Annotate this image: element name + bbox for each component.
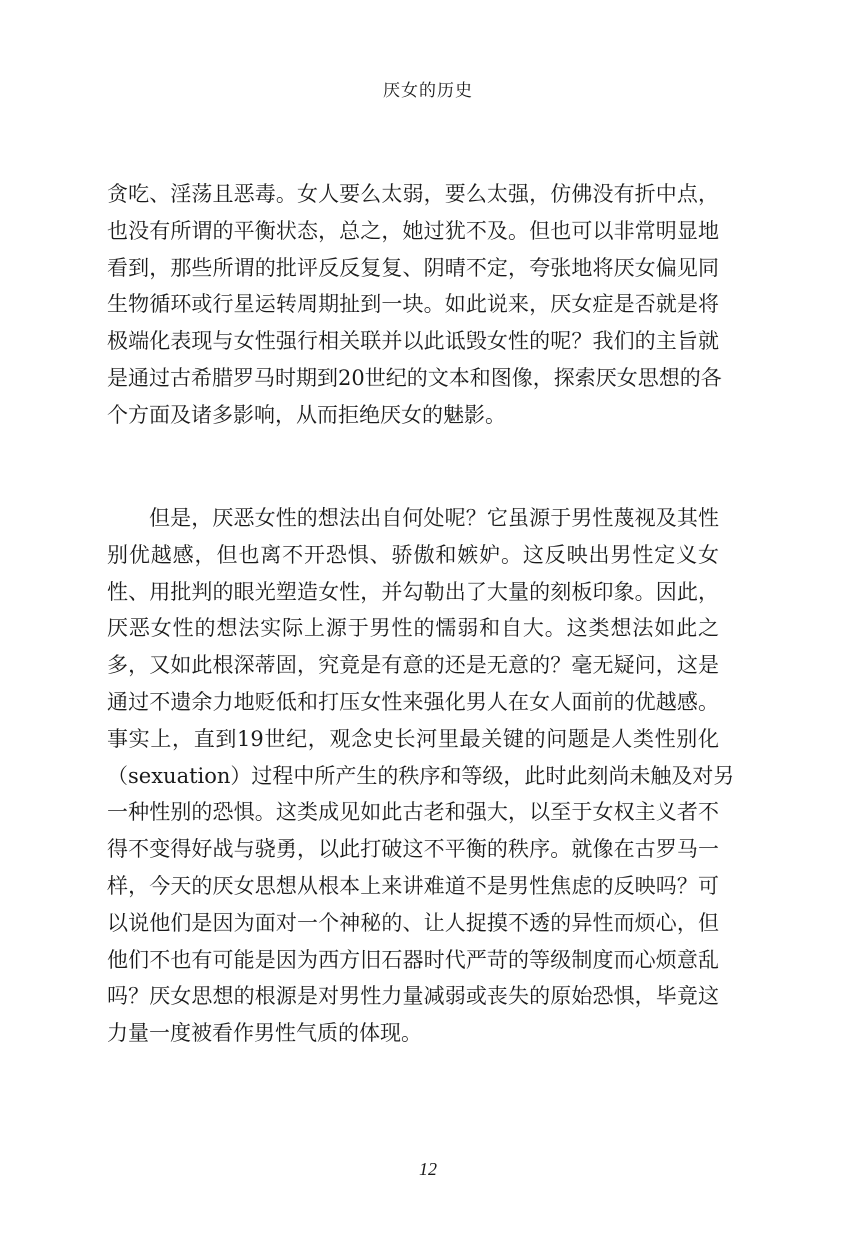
running-header: 厌女的历史 xyxy=(383,81,473,101)
text-line: 别优越感，但也离不开恐惧、骄傲和嫉妒。这反映出男性定义女 xyxy=(107,542,719,567)
text-line: 是通过古希腊罗马时期到20世纪的文本和图像，探索厌女思想的各 xyxy=(107,365,722,390)
paragraph-2 xyxy=(107,500,735,1052)
text-line: 以说他们是因为面对一个神秘的、让人捉摸不透的异性而烦心，但 xyxy=(107,910,719,935)
text-line: 吗？厌女思想的根源是对男性力量减弱或丧失的原始恐惧，毕竟这 xyxy=(107,984,719,1009)
text-line: 他们不也有可能是因为西方旧石器时代严苛的等级制度而心烦意乱 xyxy=(107,947,719,972)
text-line: 极端化表现与女性强行相关联并以此诋毁女性的呢？我们的主旨就 xyxy=(107,329,719,354)
text-line: 得不变得好战与骁勇，以此打破这不平衡的秩序。就像在古罗马一 xyxy=(107,837,719,862)
text-line: 事实上，直到19世纪，观念史长河里最关键的问题是人类性别化 xyxy=(107,726,719,751)
text-line: 个方面及诸多影响，从而拒绝厌女的魅影。 xyxy=(107,402,506,427)
text-line: 力量一度被看作男性气质的体现。 xyxy=(107,1021,422,1046)
text-line: 样，今天的厌女思想从根本上来讲难道不是男性焦虑的反映吗？可 xyxy=(107,873,719,898)
text-line: （sexuation）过程中所产生的秩序和等级，此时此刻尚未触及对另 xyxy=(107,763,735,788)
page-number: 12 xyxy=(419,1159,437,1179)
text-line: 性、用批判的眼光塑造女性，并勾勒出了大量的刻板印象。因此， xyxy=(107,579,719,604)
paragraph-1 xyxy=(107,176,722,434)
text-line: 厌恶女性的想法实际上源于男性的懦弱和自大。这类想法如此之 xyxy=(107,616,719,641)
text-line: 多，又如此根深蒂固，究竟是有意的还是无意的？毫无疑问，这是 xyxy=(107,653,719,678)
text-line: 但是，厌恶女性的想法出自何处呢？它虽源于男性蔑视及其性 xyxy=(149,506,719,530)
text-line: 一种性别的恐惧。这类成见如此古老和强大，以至于女权主义者不 xyxy=(107,800,719,825)
text-line: 贪吃、淫荡且恶毒。女人要么太弱，要么太强，仿佛没有折中点， xyxy=(107,182,719,206)
text-line: 看到，那些所谓的批评反反复复、阴晴不定，夸张地将厌女偏见同 xyxy=(107,255,719,280)
text-line: 也没有所谓的平衡状态，总之，她过犹不及。但也可以非常明显地 xyxy=(107,218,719,243)
text-line: 生物循环或行星运转周期扯到一块。如此说来，厌女症是否就是将 xyxy=(107,292,719,317)
text-line: 通过不遗余力地贬低和打压女性来强化男人在女人面前的优越感。 xyxy=(107,689,719,714)
